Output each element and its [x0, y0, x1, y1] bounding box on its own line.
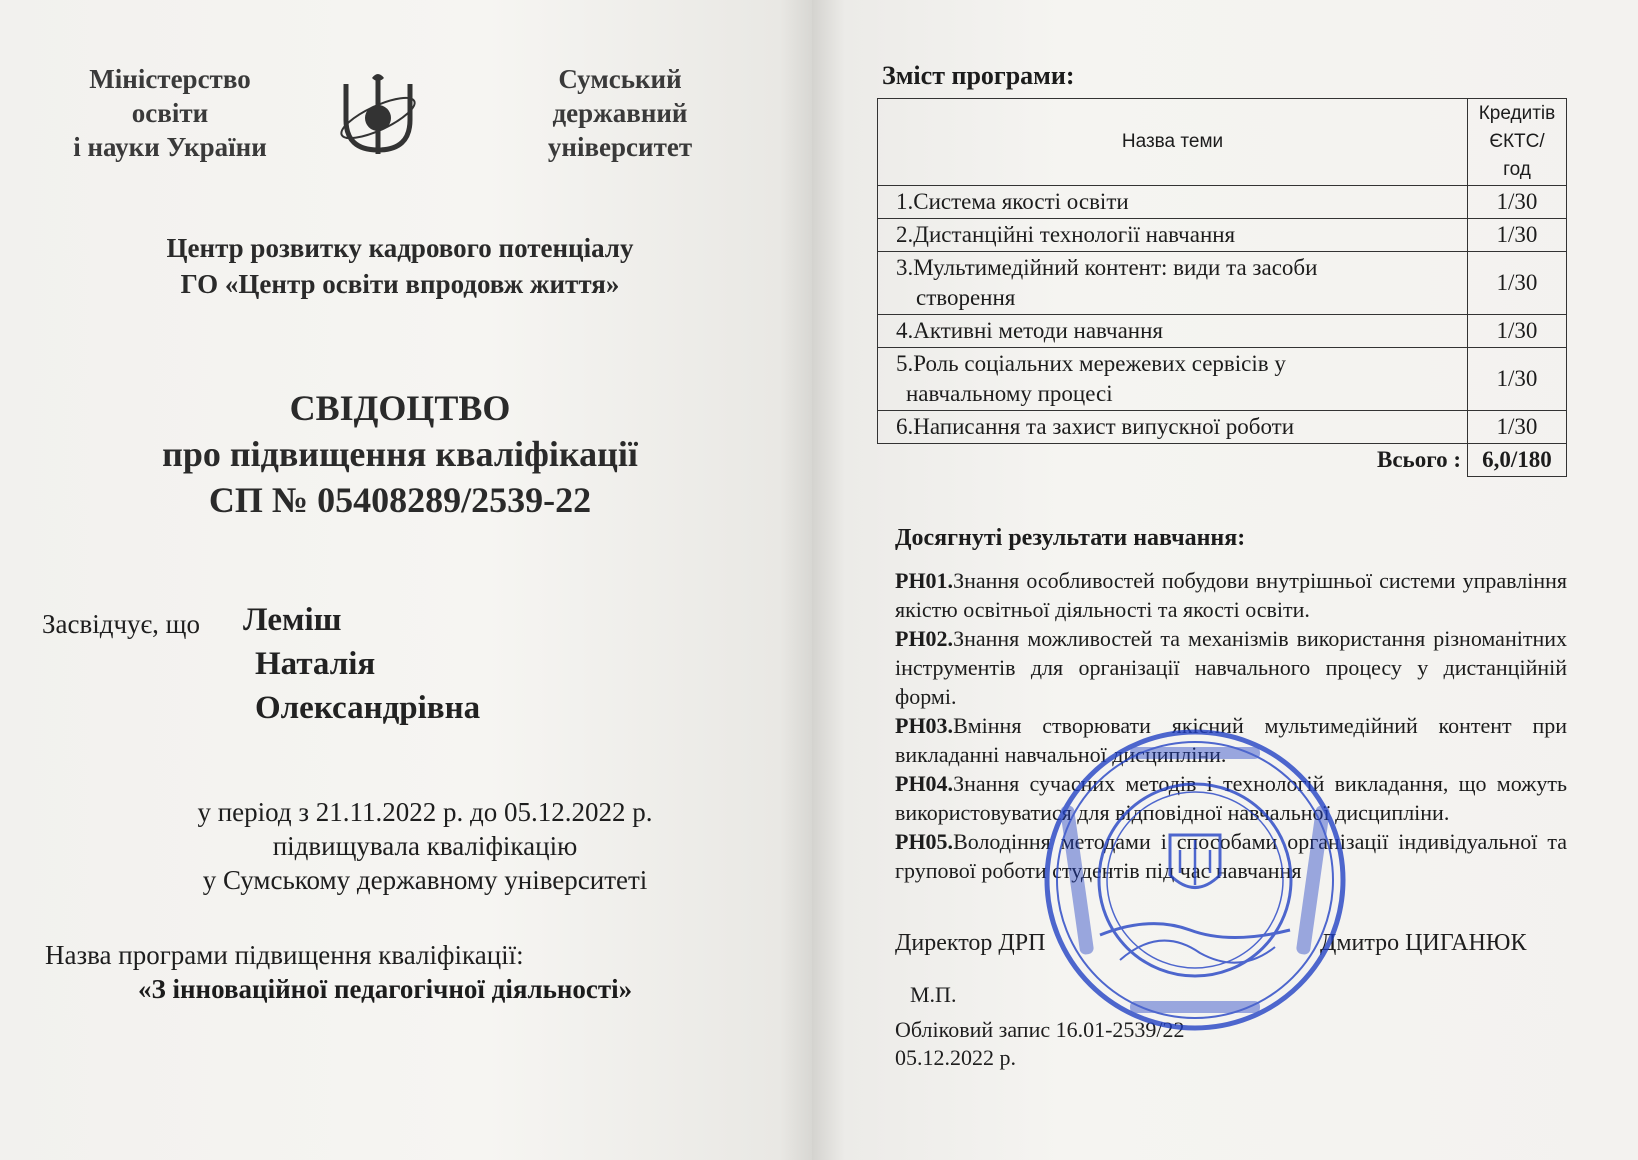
table-header-row	[878, 99, 1567, 186]
result-code: РН05.	[895, 829, 954, 854]
table-row	[878, 348, 1567, 411]
table-row	[878, 315, 1567, 348]
table-row	[878, 411, 1567, 444]
credits-cell: 1/30	[1468, 186, 1567, 219]
topic-column-header: Назва теми	[878, 99, 1468, 186]
program-content-title: Зміст програми:	[882, 61, 1075, 90]
topic-line-2: створення	[916, 285, 1016, 310]
improved-line: підвищувала кваліфікацію	[272, 831, 578, 861]
person-patronymic: Олександрівна	[255, 690, 481, 726]
university-logo-icon	[332, 70, 424, 162]
result-code: РН02.	[895, 626, 954, 651]
result-text: Знання особливостей побудови внутрішньої системи управління якістю освітньої діяльності та якості освіти.	[895, 568, 1567, 622]
topic-cell	[878, 348, 1468, 411]
record-date: 05.12.2022 р.	[895, 1045, 1016, 1070]
program-label: Назва програми підвищення кваліфікації:	[45, 940, 524, 970]
credits-cell: 1/30	[1468, 219, 1567, 252]
topic-cell: 6.Написання та захист випускної роботи	[878, 411, 1468, 444]
left-page	[0, 0, 812, 1160]
credits-cell: 1/30	[1468, 348, 1567, 411]
result-text: Володіння методами і способами організації індивідуальної та групової роботи студентів під час навчання	[895, 829, 1567, 883]
period-to: 05.12.2022 р.	[504, 797, 653, 827]
credits-header-line-3: год	[1503, 159, 1531, 180]
topic-cell: 4.Активні методи навчання	[878, 315, 1468, 348]
result-text: Знання сучасних методів і технологій викладання, що можуть використовуватися для відповідної навчальної дисципліни.	[895, 771, 1567, 825]
topic-cell: 1.Система якості освіти	[878, 186, 1468, 219]
certificate-heading	[60, 385, 740, 523]
credits-cell: 1/30	[1468, 411, 1567, 444]
table-row	[878, 186, 1567, 219]
certificate-number: СП № 05408289/2539-22	[208, 480, 592, 520]
record-number: Обліковий запис 16.01-2539/22	[895, 1017, 1185, 1042]
credits-cell: 1/30	[1468, 315, 1567, 348]
certificate-title: СВІДОЦТВО	[289, 388, 511, 428]
official-stamp-icon	[1040, 725, 1350, 1035]
ministry-line-1: Міністерство	[89, 64, 251, 94]
certificate-subtitle: про підвищення кваліфікації	[162, 434, 638, 474]
total-label: Всього :	[878, 444, 1468, 477]
university-line-1: Сумський	[558, 64, 682, 94]
credits-header-line-2: ЄКТС/	[1489, 131, 1545, 152]
university-line: у Сумському державному університеті	[202, 865, 648, 895]
topic-cell: 2.Дистанційні технології навчання	[878, 219, 1468, 252]
table-total-row	[878, 444, 1567, 477]
center-line-2: ГО «Центр освіти впродовж життя»	[180, 269, 620, 299]
person-name	[243, 598, 480, 730]
university-line-2: державний	[552, 98, 688, 128]
result-item	[895, 624, 1567, 711]
director-label: Директор ДРП	[895, 930, 1046, 956]
topic-line-1: 3.Мультимедійний контент: види та засоби	[896, 255, 1318, 280]
period-line	[100, 795, 750, 829]
topic-line-2: навчальному процесі	[906, 381, 1113, 406]
period-block	[100, 795, 750, 897]
university-line-3: університет	[547, 132, 693, 162]
topic-line-1: 5.Роль соціальних мережевих сервісів у	[896, 351, 1286, 376]
program-content-table	[877, 98, 1567, 477]
period-from: 21.11.2022 р.	[315, 797, 464, 827]
result-text: Вміння створювати якісний мультимедійний контент при викладанні навчальної дисципліни.	[895, 713, 1567, 767]
period-to-label: до	[470, 797, 498, 827]
result-text: Знання можливостей та механізмів використання різноманітних інструментів для організації навчального процесу у дистанційній формі.	[895, 626, 1567, 709]
seal-place-label: М.П.	[910, 982, 957, 1007]
period-prefix: у період з	[197, 797, 310, 827]
table-row	[878, 219, 1567, 252]
results-title: Досягнуті результати навчання:	[895, 525, 1246, 551]
ministry-line-2: освіти	[131, 98, 209, 128]
person-given-name: Наталія	[255, 646, 376, 682]
credits-column-header	[1468, 99, 1567, 186]
ministry-line-3: і науки України	[73, 132, 267, 162]
director-name: Дмитро ЦИГАНЮК	[1320, 930, 1527, 956]
ministry-header	[50, 62, 290, 164]
center-title	[60, 230, 740, 302]
university-header	[520, 62, 720, 164]
result-code: РН04.	[895, 771, 954, 796]
credits-header-line-1: Кредитів	[1478, 103, 1556, 124]
center-line-1: Центр розвитку кадрового потенціалу	[166, 233, 634, 263]
result-item	[895, 566, 1567, 624]
person-surname: Леміш	[243, 602, 342, 638]
program-name: «З інноваційної педагогічної діяльності»	[138, 974, 633, 1004]
topic-cell	[878, 252, 1468, 315]
certifies-label: Засвідчує, що	[42, 609, 200, 639]
result-code: РН03.	[895, 713, 954, 738]
table-row	[878, 252, 1567, 315]
credits-cell: 1/30	[1468, 252, 1567, 315]
total-value: 6,0/180	[1468, 444, 1567, 477]
result-code: РН01.	[895, 568, 954, 593]
